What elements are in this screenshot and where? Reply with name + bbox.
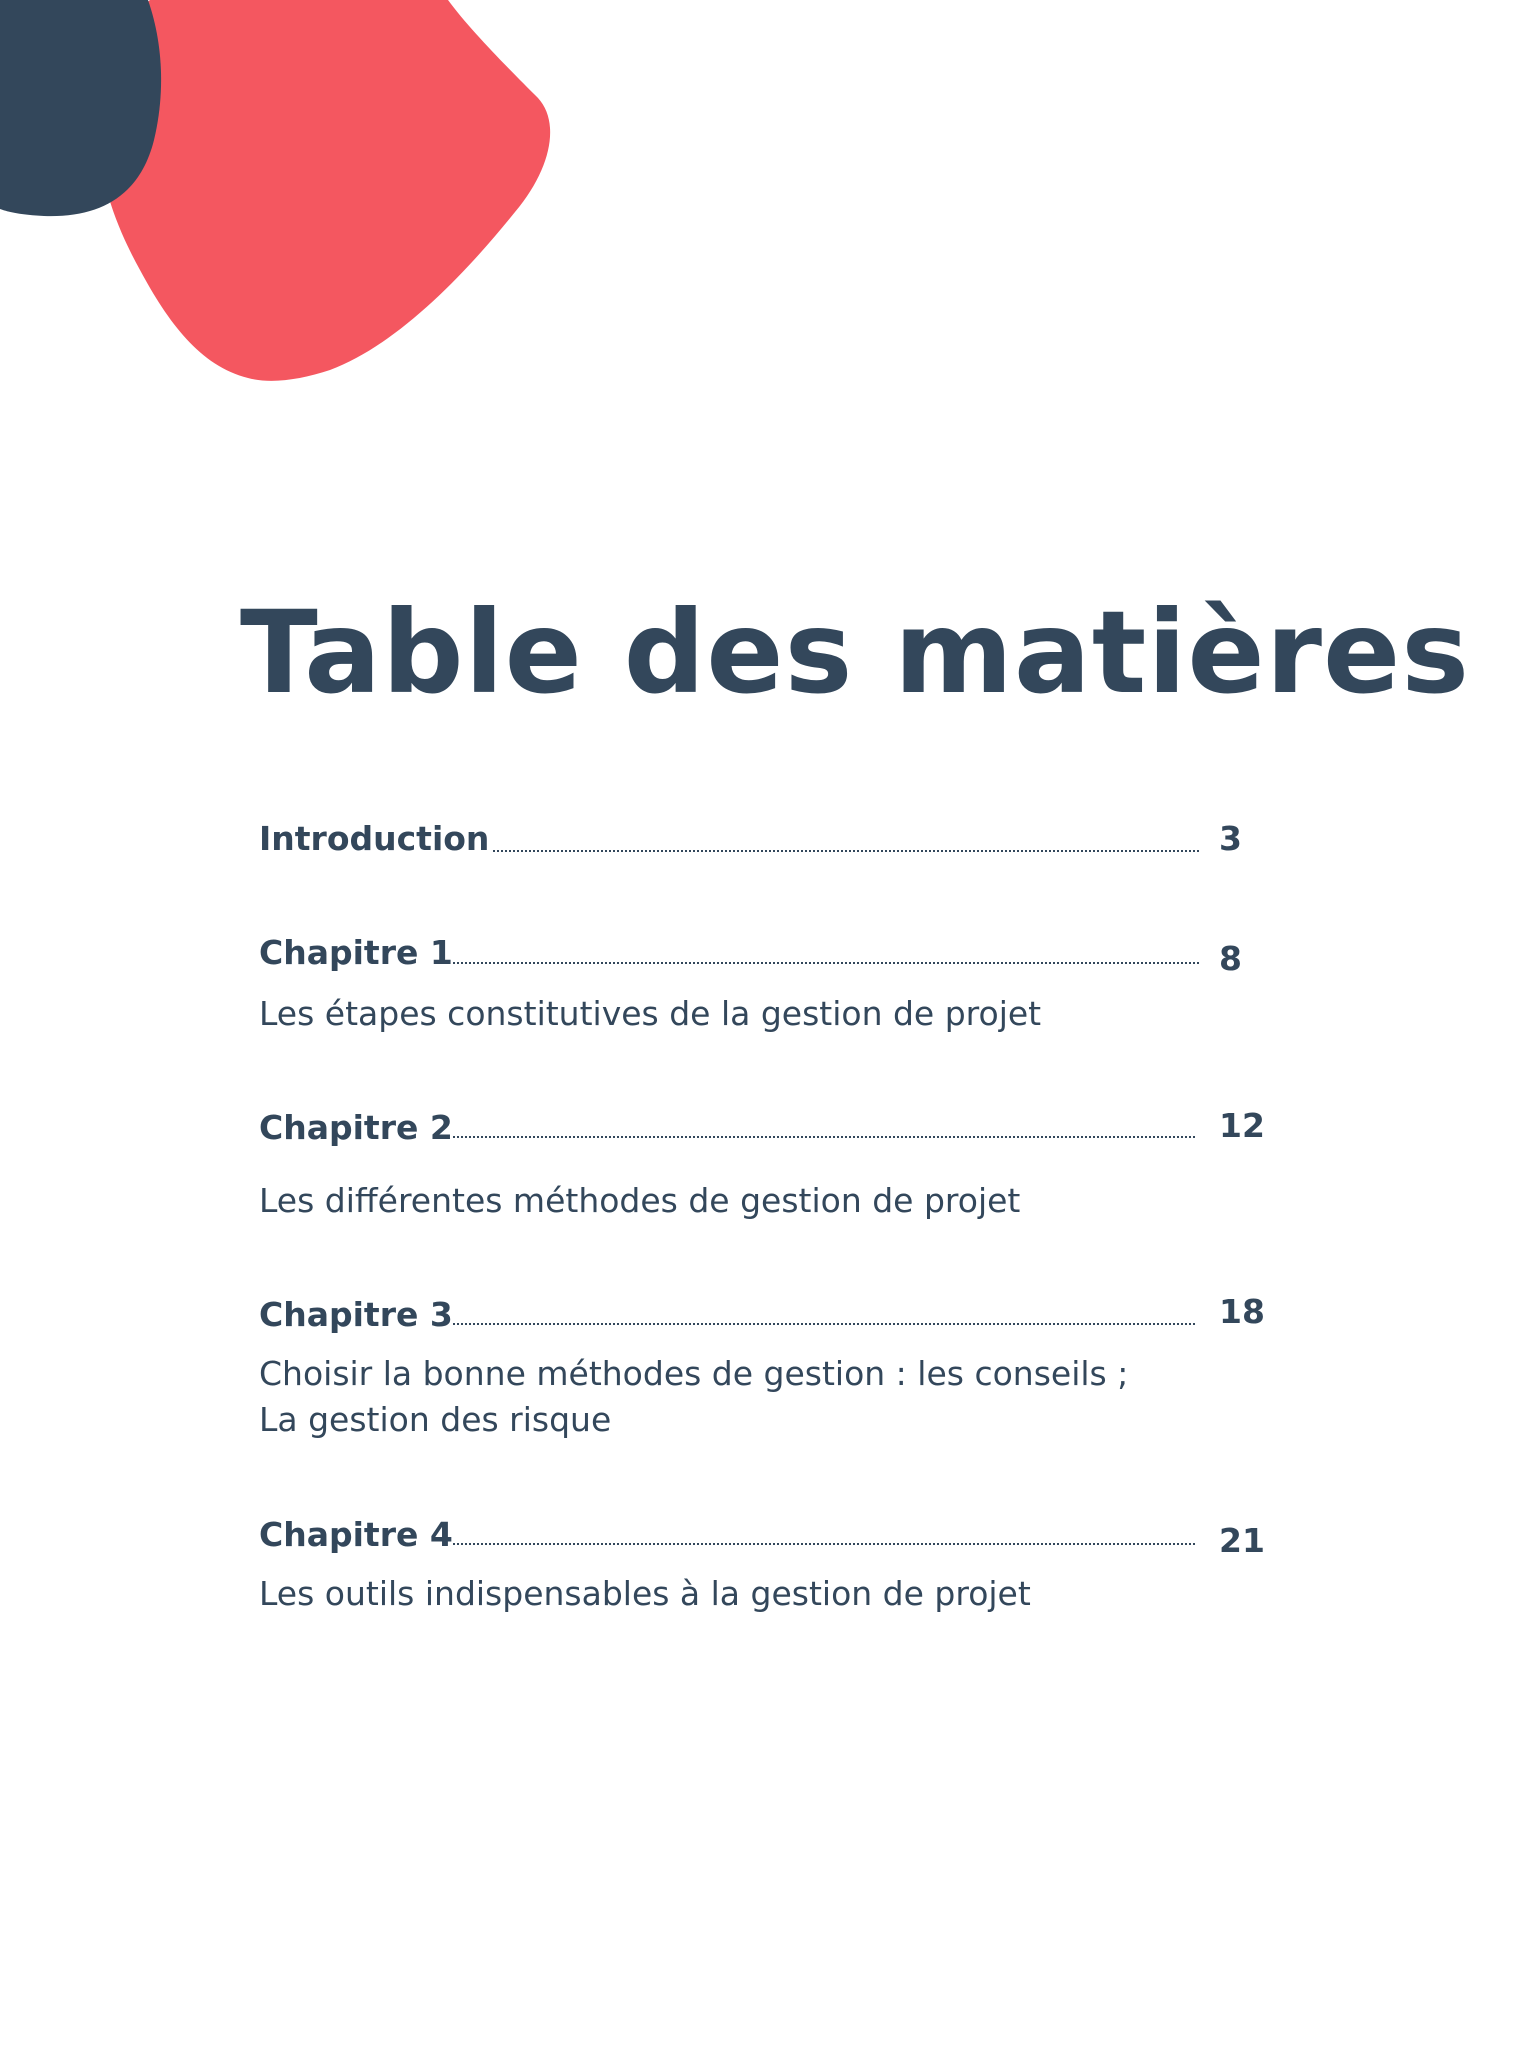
toc-entry-introduction[interactable] bbox=[259, 814, 1299, 864]
toc-entry-description-line: La gestion des risque bbox=[259, 1400, 612, 1439]
toc-page-number: 12 bbox=[1219, 1106, 1265, 1145]
toc-page-number: 18 bbox=[1219, 1292, 1265, 1331]
toc-entry-label: Chapitre 3 bbox=[259, 1295, 453, 1334]
toc-entry-chapitre-2[interactable] bbox=[259, 1103, 1299, 1220]
toc-entry-chapitre-1[interactable] bbox=[259, 928, 1299, 1033]
toc-leader-dots bbox=[453, 1323, 1195, 1325]
toc-page-number: 21 bbox=[1219, 1521, 1265, 1560]
toc-entry-description-line: Choisir la bonne méthodes de gestion : les conseils ; bbox=[259, 1354, 1129, 1393]
toc-entry-label: Chapitre 2 bbox=[259, 1108, 453, 1147]
toc-page-number: 3 bbox=[1219, 819, 1242, 858]
toc-leader-dots bbox=[453, 1136, 1195, 1138]
toc-entry-description-line: Les différentes méthodes de gestion de projet bbox=[259, 1181, 1021, 1220]
toc-entry-chapitre-4[interactable] bbox=[259, 1510, 1299, 1613]
toc-entry-label: Introduction bbox=[259, 819, 490, 858]
toc-entry-label: Chapitre 4 bbox=[259, 1515, 453, 1554]
page-title: Table des matières bbox=[240, 586, 1471, 719]
toc-entry-chapitre-3[interactable] bbox=[259, 1290, 1299, 1439]
table-of-contents bbox=[259, 0, 1299, 2048]
toc-leader-dots bbox=[453, 1543, 1195, 1545]
toc-leader-dots bbox=[453, 962, 1199, 964]
toc-entry-description-line: Les outils indispensables à la gestion de projet bbox=[259, 1574, 1031, 1613]
toc-leader-dots bbox=[493, 850, 1199, 852]
toc-page-number: 8 bbox=[1219, 939, 1242, 978]
toc-entry-description-line: Les étapes constitutives de la gestion de projet bbox=[259, 994, 1042, 1033]
toc-entry-label: Chapitre 1 bbox=[259, 933, 453, 972]
